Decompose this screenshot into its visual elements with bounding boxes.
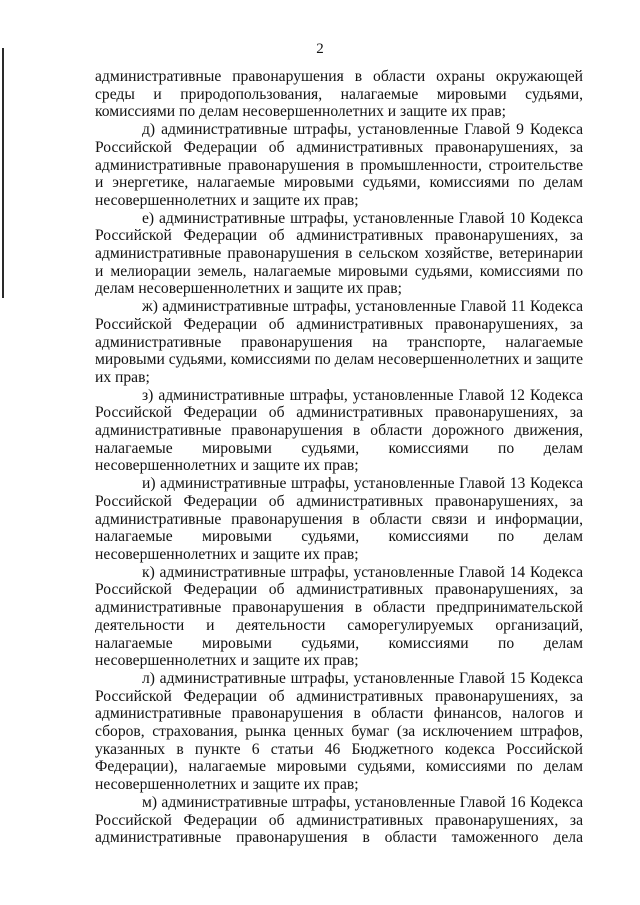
paragraph-item-k: к) административные штрафы, установленные Главой 14 Кодекса Российской Федерации об административных правонарушениях, за административные правонарушения в области предпринимательской деятельности и деятельности саморегулируемых организаций, налагаемые мировыми судьями, комиссиями по делам несовершеннолетних и защите их прав; <box>95 563 583 670</box>
paragraph-item-e: е) административные штрафы, установленные Главой 10 Кодекса Российской Федерации об административных правонарушениях, за административные правонарушения в сельском хозяйстве, ветеринарии и мелиорации земель, налагаемые мировыми судьями, комиссиями по делам несовершеннолетних и защите их прав; <box>95 209 583 298</box>
paragraph-item-m: м) административные штрафы, установленные Главой 16 Кодекса Российской Федерации об административных правонарушениях, за административные правонарушения в области таможенного дела <box>95 793 583 847</box>
scan-margin-line <box>2 48 4 298</box>
paragraph-continuation: административные правонарушения в области охраны окружающей среды и природопользования, налагаемые мировыми судьями, комиссиями по делам несовершеннолетних и защите их прав; <box>95 68 583 121</box>
page-number: 2 <box>316 41 324 57</box>
paragraph-item-zh: ж) административные штрафы, установленные Главой 11 Кодекса Российской Федерации об административных правонарушениях, за административные правонарушения на транспорте, налагаемые мировыми судьями, комиссиями по делам несовершеннолетних и защите их прав; <box>95 298 583 386</box>
document-body <box>95 68 583 847</box>
paragraph-item-i: и) административные штрафы, установленные Главой 13 Кодекса Российской Федерации об административных правонарушениях, за административные правонарушения в области связи и информации, налагаемые мировыми судьями, комиссиями по делам несовершеннолетних и защите их прав; <box>95 475 583 563</box>
paragraph-item-z: з) административные штрафы, установленные Главой 12 Кодекса Российской Федерации об административных правонарушениях, за административные правонарушения в области дорожного движения, налагаемые мировыми судьями, комиссиями по делам несовершеннолетних и защите их прав; <box>95 386 583 475</box>
paragraph-item-l: л) административные штрафы, установленные Главой 15 Кодекса Российской Федерации об административных правонарушениях, за административные правонарушения в области финансов, налогов и сборов, страхования, рынка ценных бумаг (за исключением штрафов, указанных в пункте 6 статьи 46 Бюджетного кодекса Российской Федерации), налагаемые мировыми судьями, комиссиями по делам несовершеннолетних и защите их прав; <box>95 669 583 794</box>
paragraph-item-d: д) административные штрафы, установленные Главой 9 Кодекса Российской Федерации об административных правонарушениях, за административные правонарушения в промышленности, строительстве и энергетике, налагаемые мировыми судьями, комиссиями по делам несовершеннолетних и защите их прав; <box>95 121 583 209</box>
